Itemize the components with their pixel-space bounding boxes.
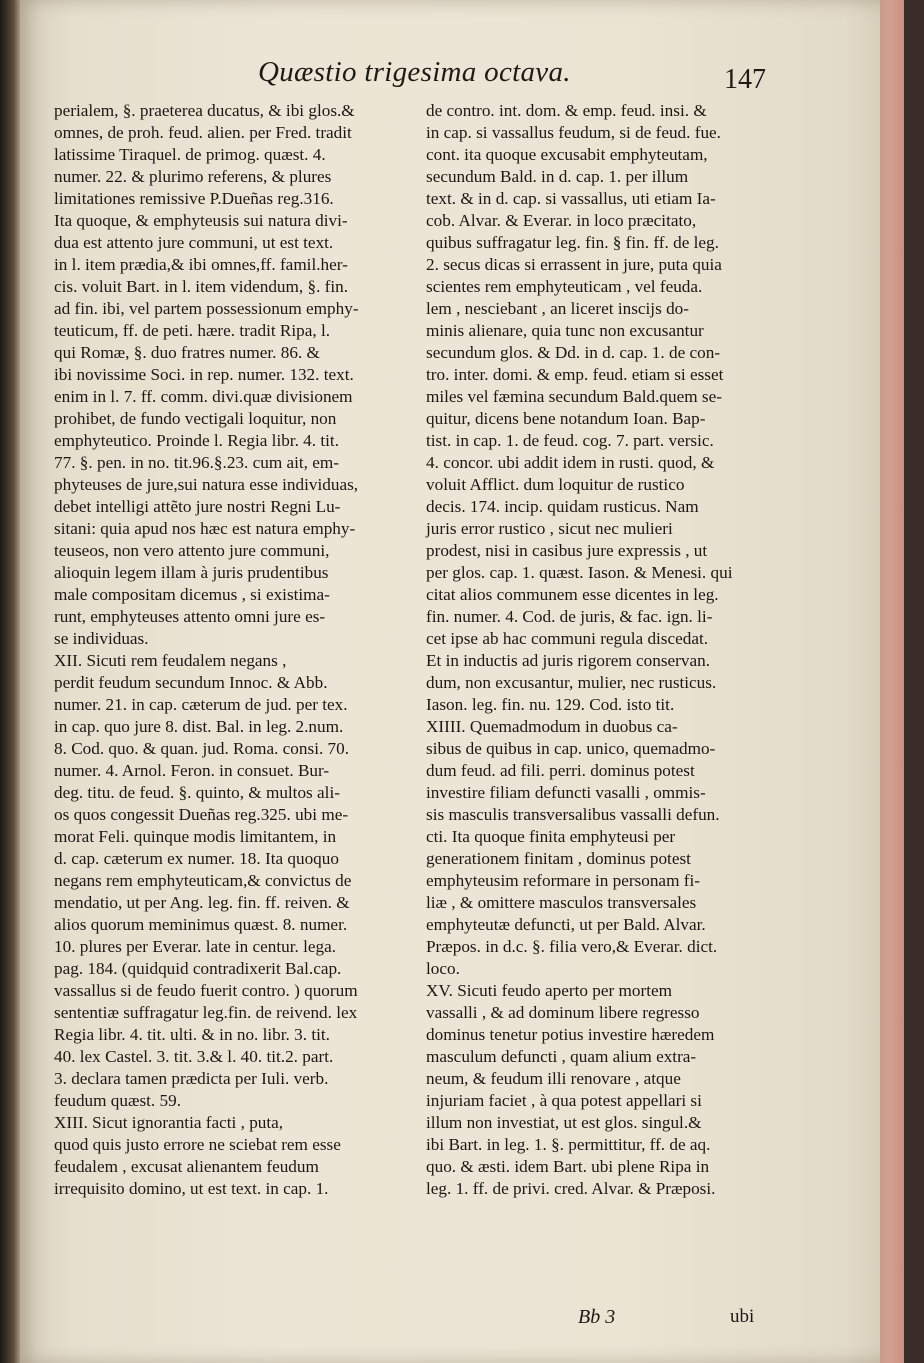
text-line: per glos. cap. 1. quæst. Iason. & Menesi. qui	[426, 563, 733, 582]
text-line: numer. 21. in cap. cæterum de jud. per tex.	[54, 695, 348, 714]
text-line: feudalem , excusat alienantem feudum	[54, 1157, 319, 1176]
text-line: text. & in d. cap. si vassallus, uti etiam Ia-	[426, 189, 716, 208]
text-line: dum, non excusantur, mulier, nec rusticus.	[426, 673, 717, 692]
text-line: ibi Bart. in leg. 1. §. permittitur, ff. de aq.	[426, 1135, 711, 1154]
text-line: negans rem emphyteuticam,& convictus de	[54, 871, 352, 890]
text-line: fin. numer. 4. Cod. de juris, & fac. ign. li-	[426, 607, 713, 626]
text-line: juris error rustico , sicut nec mulieri	[426, 519, 673, 538]
text-line: limitationes remissive P.Dueñas reg.316.	[54, 189, 334, 208]
text-line: 4. concor. ubi addit idem in rusti. quod, &	[426, 453, 715, 472]
text-line: ibi novissime Soci. in rep. numer. 132. text.	[54, 365, 354, 384]
catchword: ubi	[730, 1306, 755, 1327]
text-line: minis alienare, quia tunc non excusantur	[426, 321, 704, 340]
text-line: cet ipse ab hac communi regula discedat.	[426, 629, 709, 648]
text-line: os quos congessit Dueñas reg.325. ubi me-	[54, 805, 349, 824]
text-line: XV. Sicuti feudo aperto per mortem	[426, 981, 672, 1000]
text-line: sibus de quibus in cap. unico, quemadmo-	[426, 739, 716, 758]
text-line: dum feud. ad fili. perri. dominus potest	[426, 761, 695, 780]
text-line: secundum glos. & Dd. in d. cap. 1. de con-	[426, 343, 721, 362]
text-line: 77. §. pen. in no. tit.96.§.23. cum ait, em-	[54, 453, 339, 472]
text-line: 2. secus dicas si errassent in jure, puta quia	[426, 255, 722, 274]
text-line: mendatio, ut per Ang. leg. fin. ff. reiven. &	[54, 893, 350, 912]
text-line: injuriam faciet , à qua potest appellari si	[426, 1091, 702, 1110]
text-line: secundum Bald. in d. cap. 1. per illum	[426, 167, 689, 186]
text-line: loco.	[426, 959, 460, 978]
text-line: alioquin legem illam à juris prudentibus	[54, 563, 329, 582]
text-line: XIII. Sicut ignorantia facti , puta,	[54, 1113, 284, 1132]
text-line: enim in l. 7. ff. comm. divi.quæ divisionem	[54, 387, 353, 406]
text-line: in l. item prædia,& ibi omnes,ff. famil.her-	[54, 255, 348, 274]
text-line: cis. voluit Bart. in l. item videndum, §. fin.	[54, 277, 349, 296]
text-line: sis masculis transversalibus vassalli defun.	[426, 805, 720, 824]
text-line: pag. 184. (quidquid contradixerit Bal.cap.	[54, 959, 342, 978]
text-line: quo. & æsti. idem Bart. ubi plene Ripa in	[426, 1157, 710, 1176]
text-line: Et in inductis ad juris rigorem conservan.	[426, 651, 711, 670]
text-line: leg. 1. ff. de privi. cred. Alvar. & Præposi.	[426, 1179, 716, 1198]
text-line: voluit Afflict. dum loquitur de rustico	[426, 475, 685, 494]
text-line: numer. 4. Arnol. Feron. in consuet. Bur-	[54, 761, 330, 780]
text-line: 40. lex Castel. 3. tit. 3.& l. 40. tit.2. part.	[54, 1047, 334, 1066]
text-line: emphyteutæ defuncti, ut per Bald. Alvar.	[426, 915, 706, 934]
text-line: in cap. si vassallus feudum, si de feud. fue.	[426, 123, 721, 142]
signature-mark: Bb 3	[578, 1306, 616, 1328]
text-line: 3. declara tamen prædicta per Iuli. verb.	[54, 1069, 329, 1088]
text-line: runt, emphyteuses attento omni jure es-	[54, 607, 326, 626]
text-line: prodest, nisi in casibus jure expressis , ut	[426, 541, 708, 560]
text-line: Præpos. in d.c. §. filia vero,& Everar. dict.	[426, 937, 718, 956]
text-line: Iason. leg. fin. nu. 129. Cod. isto tit.	[426, 695, 675, 714]
text-line: masculum defuncti , quam alium extra-	[426, 1047, 697, 1066]
text-line: vassalli , & ad dominum libere regresso	[426, 1003, 700, 1022]
page-red-edge	[880, 0, 906, 1363]
text-line: male compositam dicemus , si existima-	[54, 585, 330, 604]
text-line: teuseos, non vero attento jure communi,	[54, 541, 330, 560]
text-line: emphyteutico. Proinde l. Regia libr. 4. tit.	[54, 431, 339, 450]
page-dark-edge	[904, 0, 924, 1363]
text-line: teuticum, ff. de peti. hære. tradit Ripa, l.	[54, 321, 331, 340]
text-line: liæ , & omittere masculos transversales	[426, 893, 697, 912]
text-line: morat Feli. quinque modis limitantem, in	[54, 827, 337, 846]
text-line: phyteuses de jure,sui natura esse individuas,	[54, 475, 359, 494]
page-number: 147	[724, 64, 766, 95]
book-spine-edge	[0, 0, 22, 1363]
text-line: de contro. int. dom. & emp. feud. insi. &	[426, 101, 707, 120]
text-line: investire filiam defuncti vasalli , ommis-	[426, 783, 706, 802]
text-line: tro. inter. domi. & emp. feud. etiam si esset	[426, 365, 724, 384]
text-line: scientes rem emphyteuticam , vel feuda.	[426, 277, 703, 296]
text-line: cob. Alvar. & Everar. in loco præcitato,	[426, 211, 697, 230]
text-line: sitani: quia apud nos hæc est natura emphy-	[54, 519, 356, 538]
text-line: irrequisito domino, ut est text. in cap. 1.	[54, 1179, 329, 1198]
text-line: dua est attento jure communi, ut est text.	[54, 233, 334, 252]
text-line: cont. ita quoque excusabit emphyteutam,	[426, 145, 708, 164]
text-line: deg. titu. de feud. §. quinto, & multos ali-	[54, 783, 340, 802]
text-line: XII. Sicuti rem feudalem negans ,	[54, 651, 287, 670]
text-line: qui Romæ, §. duo fratres numer. 86. &	[54, 343, 320, 362]
text-line: neum, & feudum illi renovare , atque	[426, 1069, 681, 1088]
text-line: ad fin. ibi, vel partem possessionum emphy-	[54, 299, 359, 318]
text-line: Regia libr. 4. tit. ulti. & in no. libr. 3. tit.	[54, 1025, 330, 1044]
text-line: sententiæ suffragatur leg.fin. de reivend. lex	[54, 1003, 358, 1022]
text-line: alios quorum meminimus quæst. 8. numer.	[54, 915, 348, 934]
text-line: illum non investiat, ut est glos. singul.&	[426, 1113, 702, 1132]
text-line: dominus tenetur potius investire hæredem	[426, 1025, 715, 1044]
text-line: 10. plures per Everar. late in centur. lega.	[54, 937, 337, 956]
right-text-column	[426, 100, 766, 1200]
text-line: perialem, §. praeterea ducatus, & ibi glos.&	[54, 101, 355, 120]
text-line: debet intelligi attẽto jure nostri Regni Lu-	[54, 497, 341, 516]
text-line: se individuas.	[54, 629, 149, 648]
text-line: miles vel fæmina secundum Bald.quem se-	[426, 387, 722, 406]
running-title: Quæstio trigesima octava.	[258, 56, 571, 88]
text-line: omnes, de proh. feud. alien. per Fred. tradit	[54, 123, 352, 142]
text-line: cti. Ita quoque finita emphyteusi per	[426, 827, 676, 846]
text-line: in cap. quo jure 8. dist. Bal. in leg. 2.num.	[54, 717, 344, 736]
text-line: lem , nesciebant , an liceret inscijs do-	[426, 299, 689, 318]
text-line: XIIII. Quemadmodum in duobus ca-	[426, 717, 678, 736]
text-line: quitur, dicens bene notandum Ioan. Bap-	[426, 409, 706, 428]
text-line: 8. Cod. quo. & quan. jud. Roma. consi. 70.	[54, 739, 350, 758]
text-line: quod quis justo errore ne sciebat rem esse	[54, 1135, 341, 1154]
text-line: prohibet, de fundo vectigali loquitur, non	[54, 409, 337, 428]
left-text-column	[54, 100, 394, 1200]
text-line: generationem finitam , dominus potest	[426, 849, 691, 868]
text-line: d. cap. cæterum ex numer. 18. Ita quoquo	[54, 849, 339, 868]
text-line: perdit feudum secundum Innoc. & Abb.	[54, 673, 328, 692]
text-line: Ita quoque, & emphyteusis sui natura divi-	[54, 211, 348, 230]
text-line: quibus suffragatur leg. fin. § fin. ff. de leg.	[426, 233, 719, 252]
text-line: citat alios communem esse dicentes in leg.	[426, 585, 719, 604]
text-line: emphyteusim reformare in personam fi-	[426, 871, 700, 890]
text-line: decis. 174. incip. quidam rusticus. Nam	[426, 497, 699, 516]
text-line: vassallus si de feudo fuerit contro. ) quorum	[54, 981, 358, 1000]
text-line: feudum quæst. 59.	[54, 1091, 181, 1110]
text-line: latissime Tiraquel. de primog. quæst. 4.	[54, 145, 326, 164]
text-line: tist. in cap. 1. de feud. cog. 7. part. versic.	[426, 431, 714, 450]
text-line: numer. 22. & plurimo referens, & plures	[54, 167, 332, 186]
